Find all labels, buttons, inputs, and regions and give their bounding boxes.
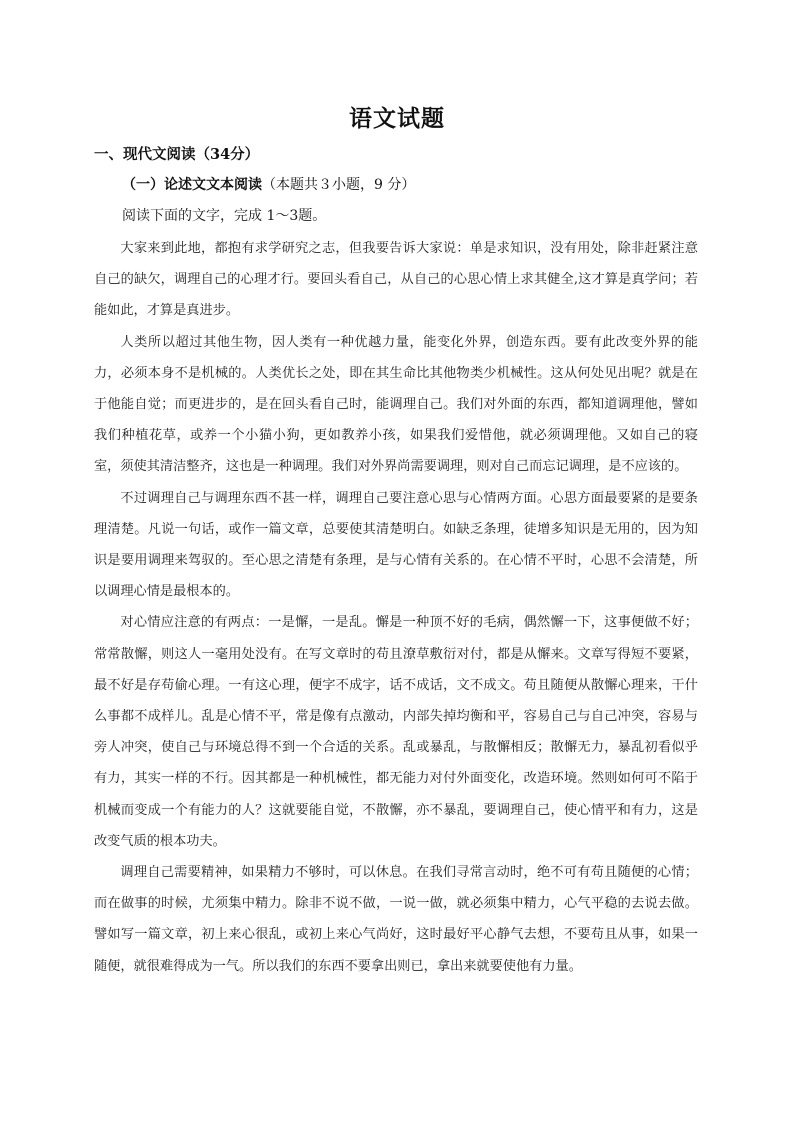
passage-paragraph: 大家来到此地，都抱有求学研究之志，但我要告诉大家说：单是求知识，没有用处，除非赶紧注意自己的缺欠，调理自己的心理才行。要回头看自己，从自己的心思心情上求其健全,这才算是真学问；若能如此，才算是真进步。 <box>94 241 698 319</box>
passage-paragraph: 人类所以超过其他生物，因人类有一种优越力量，能变化外界，创造东西。要有此改变外界的能力，必须本身不是机械的。人类优长之处，即在其生命比其他物类少机械性。这从何处见出呢？就是在于他能自觉；而更进步的，是在回头看自己时，能调理自己。我们对外面的东西，都知道调理他，譬如我们种植花草，或养一个小猫小狗，更如教养小孩，如果我们爱惜他，就必须调理他。又如自己的寝室，须使其清洁整齐，这也是一种调理。我们对外界尚需要调理，则对自己而忘记调理，是不应该的。 <box>94 334 698 475</box>
passage-body <box>94 233 698 982</box>
sub-heading-label: （一）论述文文本阅读 <box>122 177 262 193</box>
reading-instruction: 阅读下面的文字，完成 1～3题。 <box>122 208 327 224</box>
page-title: 语文试题 <box>349 105 445 132</box>
sub-heading-note: （本题共３小题，9 分） <box>262 177 416 193</box>
section-heading: 一、现代文阅读（34分） <box>94 146 260 163</box>
passage-paragraph: 对心情应注意的有两点：一是懈，一是乱。懈是一种顶不好的毛病，偶然懈一下，这事便做不好；常常散懈，则这人一毫用处没有。在写文章时的苟且潦草敷衍对付，都是从懈来。文章写得短不要紧，最不好是存苟偷心理。一有这心理，便字不成字，话不成话，文不成文。苟且随便从散懈心理来，干什么事都不成样儿。乱是心情不平，常是像有点激动，内部失掉均衡和平，容易自己与自己冲突，容易与旁人冲突，使自己与环境总得不到一个合适的关系。乱或暴乱，与散懈相反；散懈无力，暴乱初看似乎有力，其实一样的不行。因其都是一种机械性，都无能力对付外面变化，改造环境。然则如何可不陷于机械而变成一个有能力的人？这就要能自觉，不散懈，亦不暴乱，要调理自己，使心情平和有力，这是改变气质的根本功夫。 <box>94 615 698 849</box>
sub-heading <box>122 174 415 194</box>
passage-paragraph: 调理自己需要精神，如果精力不够时，可以休息。在我们寻常言动时，绝不可有苟且随便的心情；而在做事的时候，尤须集中精力。除非不说不做，一说一做，就必须集中精力，心气平稳的去说去做。譬如写一篇文章，初上来心很乱，或初上来心气尚好，这时最好平心静气去想，不要苟且从事，如果一随便，就很难得成为一气。所以我们的东西不要拿出则已，拿出来就要使他有力量。 <box>94 865 698 974</box>
passage-paragraph: 不过调理自己与调理东西不甚一样，调理自己要注意心思与心情两方面。心思方面最要紧的是要条理清楚。凡说一句话，或作一篇文章，总要使其清楚明白。如缺乏条理，徒增多知识是无用的，因为知识是要用调理来驾驭的。至心思之清楚有条理，是与心情有关系的。在心情不平时，心思不会清楚，所以调理心情是最根本的。 <box>94 490 698 600</box>
